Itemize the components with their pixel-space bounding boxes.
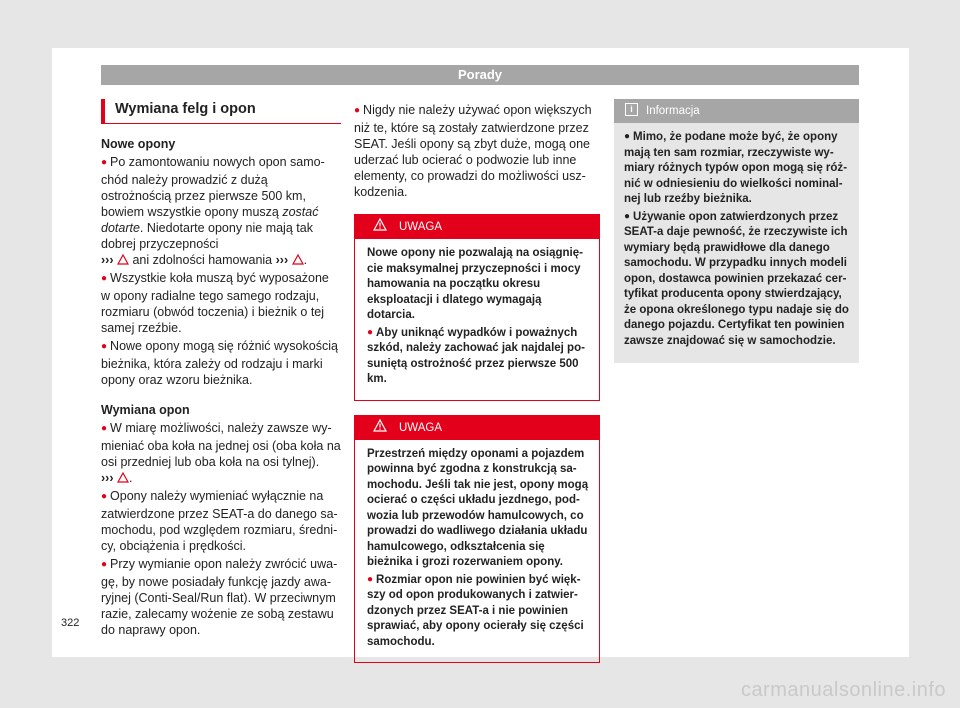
- warning-header: UWAGA: [355, 416, 599, 440]
- warning-triangle-icon: [373, 218, 387, 231]
- watermark: carmanualsonline.info: [740, 679, 946, 701]
- warning-triangle-icon: [292, 254, 304, 265]
- warning-triangle-icon: [117, 254, 129, 265]
- bullet-icon: ●: [101, 559, 108, 570]
- bullet-icon: ●: [624, 210, 631, 222]
- warning-box: [354, 214, 600, 401]
- warning-body: Nowe opony nie pozwalają na osiągnięcie maksymalnej przyczepności i mocy hamowania na początku okresu eksploatacji i dlatego wymagają dotarcia. ● Aby uniknąć wypadków i poważnych szkód, należy zachować jak najdalej posuniętą ostrożność przez pierwsze 500 km.: [367, 247, 585, 385]
- warning-triangle-icon: [373, 419, 387, 432]
- warning-triangle-icon: [117, 472, 129, 483]
- page-number: 322: [61, 617, 80, 629]
- paragraph: ● Przy wymianie opon należy zwrócić uwagę, by nowe posiadały funkcję jazdy awaryjnej (Conti-Seal/Run flat). W przeciwnym razie, zalecamy wożenie ze sobą zestawu do naprawy opon.: [101, 557, 338, 637]
- bullet-icon: ●: [367, 326, 374, 338]
- bullet-icon: ●: [354, 105, 361, 116]
- bullet-icon: ●: [101, 491, 108, 502]
- left-column: [101, 99, 341, 640]
- cross-reference-link[interactable]: ›››: [101, 253, 114, 267]
- bullet-icon: ●: [101, 423, 108, 434]
- right-column: [614, 99, 859, 363]
- middle-column: [354, 102, 600, 663]
- page-title: Wymiana felg i opon: [101, 99, 341, 124]
- warning-box: [354, 415, 600, 664]
- info-body: ● Mimo, że podane może być, że opony mają ten sam rozmiar, rzeczywiste wymiary różnych typów opon mogą się różnić w odniesieniu do wielkości nominalnej lub rzeźby bieżnika. ● Używanie opon zatwierdzonych przez SEAT-a daje pewność, że rzeczywiste ich wymiary będą prawidłowe dla danego samochodu. W przypadku innych modeli opon, dostawca powinien przekazać certyfikat producenta opony stwierdzający, że opona określonego typu nadaje się do danego pojazdu. Certyfikat ten powinien zawsze znajdować się w samochodzie.: [624, 131, 849, 347]
- bullet-icon: ●: [101, 157, 108, 168]
- info-header: i Informacja: [614, 99, 859, 123]
- paragraph: ● W miarę możliwości, należy zawsze wymieniać oba koła na jednej osi (oba koła na osi przedniej lub oba koła na osi tylnej). ››› .: [101, 421, 341, 485]
- bullet-icon: ●: [101, 341, 108, 352]
- heading-tyre-change: Wymiana opon: [101, 403, 190, 417]
- info-box: [614, 99, 859, 363]
- info-icon: i: [625, 103, 638, 116]
- warning-body: Przestrzeń między oponami a pojazdem powinna być zgodna z konstrukcją samochodu. Jeśli tak nie jest, opony mogą ocierać o części układu jezdnego, podwozia lub przewodów hamulcowych, co prowadzi do wadliwego działania układu hamulcowego, odkształcenia się bieżnika i grozi rozerwaniem opony. ● Rozmiar opon nie powinien być większy od opon produkowanych i zatwierdzonych przez SEAT-a i nie powinien sprawiać, aby opony ocierały się części samochodu.: [367, 447, 589, 648]
- paragraph: ● Po zamontowaniu nowych opon samochód należy prowadzić z dużą ostrożnością przez pierwsze 500 km, bowiem wszystkie opony muszą zostać dotarte. Niedotarte opony nie mają tak dobrej przyczepności ››› ani zdolności hamowania ››› .: [101, 155, 325, 267]
- paragraph: ● Nowe opony mogą się różnić wysokością bieżnika, która zależy od rodzaju i marki opony oraz wzoru bieżnika.: [101, 339, 338, 387]
- paragraph: ● Wszystkie koła muszą być wyposażone w opony radialne tego samego rodzaju, rozmiaru (obwód toczenia) i bieżnik o tej samej rzeźbie.: [101, 271, 329, 335]
- section-header: Porady: [101, 65, 859, 85]
- bullet-icon: ●: [367, 573, 374, 585]
- bullet-icon: ●: [101, 273, 108, 284]
- bullet-icon: ●: [624, 131, 631, 142]
- cross-reference-link[interactable]: ›››: [101, 471, 114, 485]
- paragraph: ● Nigdy nie należy używać opon większych niż te, które są zostały zatwierdzone przez SEAT. Jeśli opony są zbyt duże, mogą one uderzać lub ocierać o podwozie lub inne elementy, co prowadzi do możliwości uszkodzenia.: [354, 103, 592, 199]
- cross-reference-link[interactable]: ›››: [275, 253, 289, 267]
- warning-header: UWAGA: [355, 215, 599, 239]
- heading-new-tyres: Nowe opony: [101, 137, 176, 151]
- paragraph: ● Opony należy wymieniać wyłącznie na zatwierdzone przez SEAT-a do danego samochodu, pod względem rozmiaru, średnicy, obciążenia i prędkości.: [101, 489, 338, 553]
